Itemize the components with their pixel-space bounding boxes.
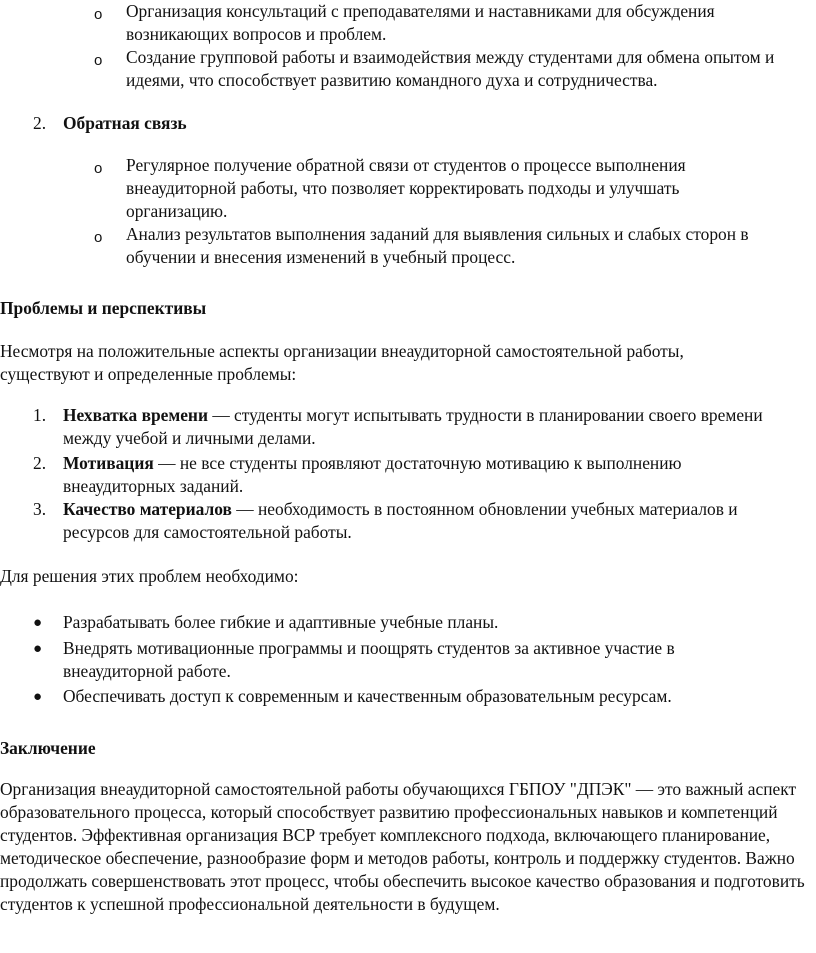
conclusion-text: Организация внеаудиторной самостоятельной работы обучающихся ГБПОУ "ДПЭК" — это важный аспект образовательного процесса, который способствует развитию профессиональных навыков и компетенций студентов. Эффективная организация ВСР требует комплексного подхода, включающего планирование, методическое обеспечение, разнообразие форм и методов работы, контроль и поддержку студентов. Важно продолжать совершенствовать этот процесс, чтобы обеспечить высокое качество образования и подготовить студентов к успешной профессиональной деятельности в будущем. xyxy=(0,779,805,914)
item-term: Нехватка времени xyxy=(63,405,208,425)
list-item-text: Анализ результатов выполнения заданий для выявления сильных и слабых сторон в обучении и внесения изменений в учебный процесс. xyxy=(126,224,749,267)
list-item-content xyxy=(63,452,743,498)
circle-bullet-icon: o xyxy=(94,160,103,177)
list-item-content xyxy=(63,498,793,544)
bullet-icon: ● xyxy=(33,641,43,657)
section-title: Обратная связь xyxy=(63,113,187,133)
bullet-icon: ● xyxy=(33,689,43,705)
item-text: — не все студенты проявляют достаточную мотивацию к выполнению внеаудиторных заданий. xyxy=(63,453,682,496)
conclusion-heading: Заключение xyxy=(0,738,96,758)
item-term: Качество материалов xyxy=(63,499,232,519)
circle-bullet-icon: o xyxy=(94,229,103,246)
list-item-content xyxy=(63,404,793,450)
circle-bullet-icon: o xyxy=(94,6,103,23)
list-number: 2. xyxy=(33,453,47,473)
problems-intro: Несмотря на положительные аспекты организации внеаудиторной самостоятельной работы, существуют и определенные проблемы: xyxy=(0,341,684,384)
list-item-text: Регулярное получение обратной связи от студентов о процессе выполнения внеаудиторной работы, что позволяет корректировать подходы и улучшать организацию. xyxy=(126,155,686,221)
list-number: 3. xyxy=(33,499,47,519)
list-item-text: Разрабатывать более гибкие и адаптивные учебные планы. xyxy=(63,612,499,632)
list-item-text: Внедрять мотивационные программы и поощрять студентов за активное участие в внеаудиторной работе. xyxy=(63,638,675,681)
solutions-intro: Для решения этих проблем необходимо: xyxy=(0,566,299,586)
item-text: — необходимость в постоянном обновлении учебных материалов и ресурсов для самостоятельной работы. xyxy=(63,499,738,542)
list-item-text: Организация консультаций с преподавателями и наставниками для обсуждения возникающих вопросов и проблем. xyxy=(126,1,715,44)
list-item-text: Обеспечивать доступ к современным и качественным образовательным ресурсам. xyxy=(63,686,672,706)
problems-heading: Проблемы и перспективы xyxy=(0,298,207,318)
bullet-icon: ● xyxy=(33,615,43,631)
item-text: — студенты могут испытывать трудности в планировании своего времени между учебой и личными делами. xyxy=(63,405,763,448)
list-item-text: Создание групповой работы и взаимодействия между студентами для обмена опытом и идеями, что способствует развитию командного духа и сотрудничества. xyxy=(126,47,775,90)
list-number: 1. xyxy=(33,405,47,425)
list-number: 2. xyxy=(33,113,47,133)
circle-bullet-icon: o xyxy=(94,52,103,69)
item-term: Мотивация xyxy=(63,453,154,473)
